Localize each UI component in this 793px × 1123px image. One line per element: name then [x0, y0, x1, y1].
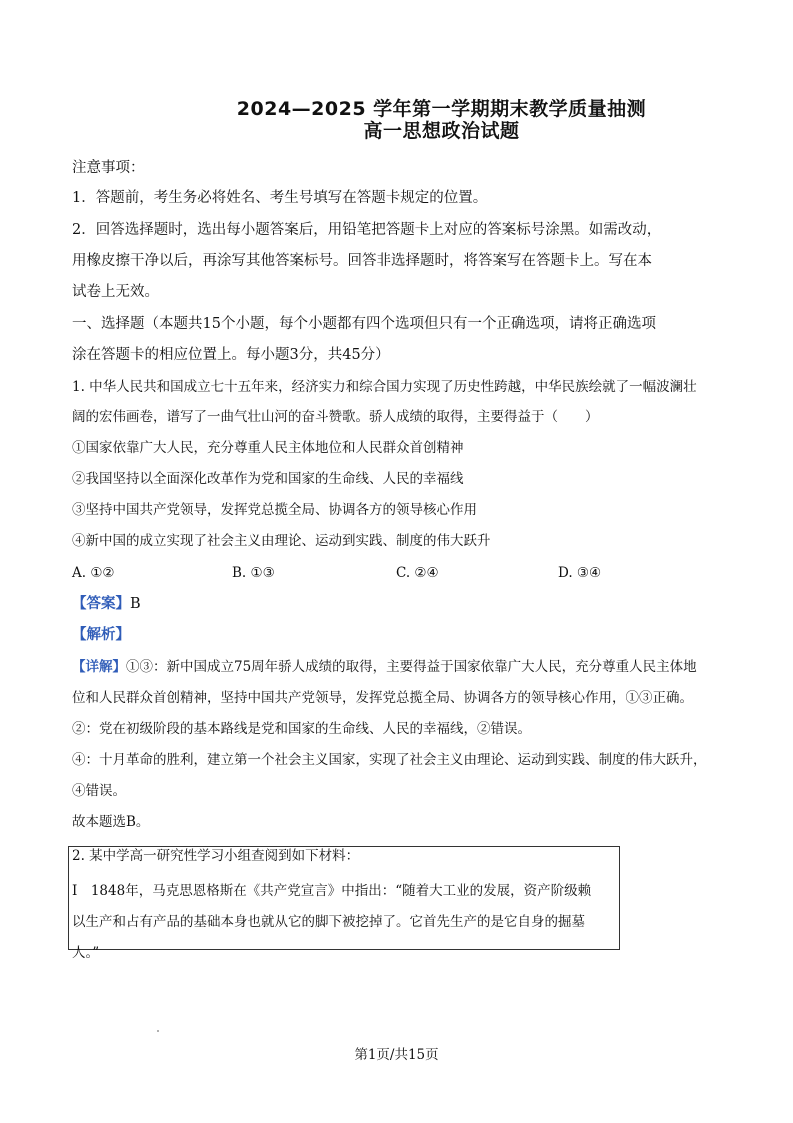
q2-material-line-1: Ⅰ 1848年，马克思恩格斯在《共产党宣言》中指出：“随着大工业的发展，资产阶级赖	[72, 883, 592, 899]
q1-conclusion: 故本题选B。	[72, 814, 150, 830]
q1-statement-3: ③坚持中国共产党领导，发挥党总揽全局、协调各方的领导核心作用	[72, 502, 477, 518]
q1-option-b: B. ①③	[232, 565, 275, 581]
q1-stem-line-1: 1. 中华人民共和国成立七十五年来，经济实力和综合国力实现了历史性跨越，中华民族绘就了一幅波澜壮	[72, 379, 697, 395]
q1-detail-line-1	[72, 657, 727, 677]
q1-statement-2: ②我国坚持以全面深化改革作为党和国家的生命线、人民的幸福线	[72, 471, 464, 487]
exam-title: 2024—2025 学年第一学期期末教学质量抽测	[236, 98, 647, 120]
answer-tag: 【答案】	[72, 596, 130, 612]
q1-option-d: D. ③④	[558, 565, 602, 581]
detail-tag: 【详解】	[72, 659, 126, 675]
q1-option-c: C. ②④	[396, 565, 439, 581]
q1-detail-line-4: ④：十月革命的胜利，建立第一个社会主义国家，实现了社会主义由理论、运动到实践、制度的伟大跃升，	[72, 752, 707, 768]
q1-stem-line-2: 阔的宏伟画卷，谱写了一曲气壮山河的奋斗赞歌。骄人成绩的取得，主要得益于（ ）	[72, 409, 599, 425]
q1-detail-line-5: ④错误。	[72, 783, 126, 799]
answer-value: B	[130, 596, 141, 612]
q1-statement-4: ④新中国的成立实现了社会主义由理论、运动到实践、制度的伟大跃升	[72, 533, 491, 549]
q1-detail-line-2: 位和人民群众首创精神，坚持中国共产党领导，发挥党总揽全局、协调各方的领导核心作用，①③正确。	[72, 690, 693, 706]
notice-item-1: 1．答题前，考生务必将姓名、考生号填写在答题卡规定的位置。	[72, 190, 488, 206]
q1-option-a: A. ①②	[72, 565, 115, 581]
section-heading-line-2: 涂在答题卡的相应位置上。每小题3分，共45分）	[72, 347, 390, 363]
notice-heading: 注意事项：	[72, 160, 145, 176]
notice-item-2-line-1: 2．回答选择题时，选出每小题答案后，用铅笔把答题卡上对应的答案标号涂黑。如需改动，	[72, 222, 662, 238]
section-heading-line-1: 一、选择题（本题共15个小题，每个小题都有四个选项但只有一个正确选项，请将正确选项	[72, 316, 656, 332]
page-speck	[157, 1030, 159, 1032]
q1-answer	[72, 594, 727, 614]
notice-item-2-line-3: 试卷上无效。	[72, 284, 159, 300]
q1-statement-1: ①国家依靠广大人民，充分尊重人民主体地位和人民群众首创精神	[72, 440, 464, 456]
q2-stem: 2. 某中学高一研究性学习小组查阅到如下材料：	[72, 848, 360, 864]
exam-subtitle: 高一思想政治试题	[363, 120, 520, 142]
analysis-tag: 【解析】	[72, 627, 130, 643]
detail-text: ①③：新中国成立75周年骄人成绩的取得，主要得益于国家依靠广大人民，充分尊重人民主体地	[126, 659, 697, 675]
page-number: 第1页/共15页	[354, 1047, 439, 1063]
q2-material-line-3: 人。”	[72, 945, 100, 961]
q1-detail-line-3: ②：党在初级阶段的基本路线是党和国家的生命线、人民的幸福线，②错误。	[72, 721, 531, 737]
notice-item-2-line-2: 用橡皮擦干净以后，再涂写其他答案标号。回答非选择题时，将答案写在答题卡上。写在本	[72, 253, 652, 269]
q1-analysis	[72, 625, 727, 645]
q2-material-line-2: 以生产和占有产品的基础本身也就从它的脚下被挖掉了。它首先生产的是它自身的掘墓	[72, 914, 585, 930]
